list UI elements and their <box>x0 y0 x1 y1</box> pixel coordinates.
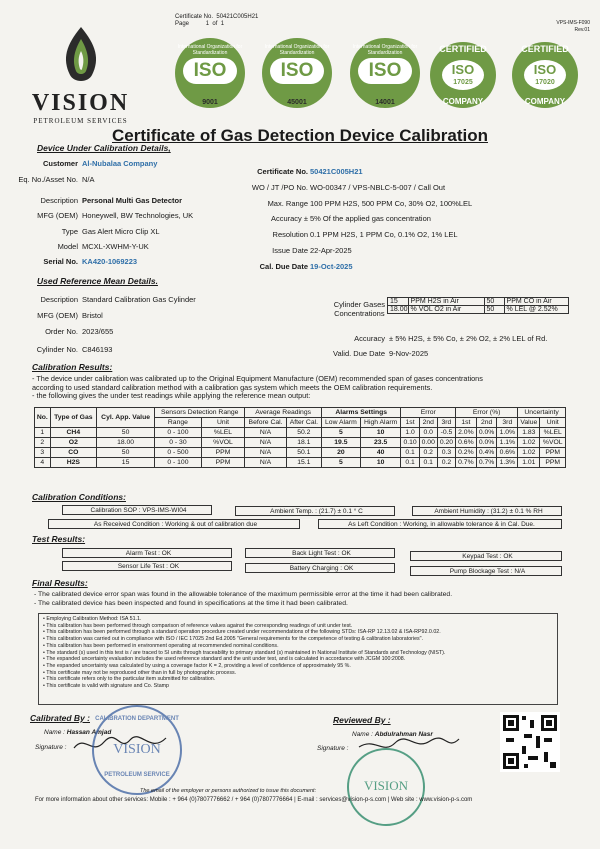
table-cell: CO <box>50 448 96 458</box>
resolution-label: Resolution <box>272 230 308 239</box>
calibrated-by-label: Calibrated By : <box>30 713 90 723</box>
th-cyl: Cyl. App. Value <box>97 408 155 428</box>
table-cell: CH4 <box>50 428 96 438</box>
table-cell: 50.2 <box>286 428 321 438</box>
ref-order-label: Order No. <box>45 327 78 336</box>
conc-table: 15 PPM H2S in Air 50 PPM CO in Air 18.00 % VOL O2 in Air 50 % LEL @ 2.52% <box>387 297 569 314</box>
ref-mfg-value: Bristol <box>82 311 103 320</box>
table-cell: 18.00 <box>97 438 155 448</box>
issue-date-label: Issue Date <box>272 246 308 255</box>
certno-label: Certificate No. <box>257 167 308 176</box>
logo-name: VISION <box>31 90 130 116</box>
table-cell: 0.4% <box>476 448 497 458</box>
table-cell: 0.7% <box>476 458 497 468</box>
table-cell: 3 <box>35 448 51 458</box>
wo-label: WO / JT /PO No. <box>251 183 308 192</box>
table-cell: 10 <box>360 458 401 468</box>
iso-45001-badge: International Organization for Standardization ISO 45001 <box>262 38 332 108</box>
table-cell: PPM <box>201 448 245 458</box>
keypad-test: Keypad Test : OK <box>410 551 562 561</box>
iso-14001-badge: International Organization for Standardization ISO 14001 <box>350 38 420 108</box>
table-cell: 0.6% <box>456 438 477 448</box>
final-text: - The calibrated device error span was found in the allowable tolerance of the maximum permissible error at the time it had been calibrated. - The calibrated device has been inspected and found in specifications at the time it had been calibrated. <box>34 591 453 607</box>
received-box: As Received Condition : Working & out of calibration due <box>48 519 300 529</box>
final-heading: Final Results: <box>32 578 88 588</box>
type-label: Type <box>61 227 78 236</box>
serial-label: Serial No. <box>43 257 78 266</box>
cal-name: Name : Hassan Amjad <box>44 729 112 736</box>
humidity-box: Ambient Humidity : (31.2) ± 0.1 % RH <box>412 506 562 516</box>
conditions-heading: Calibration Conditions: <box>32 492 126 502</box>
table-cell: N/A <box>245 428 286 438</box>
table-cell: 0.10 <box>401 438 419 448</box>
logo-subtitle: PETROLEUM SERVICES <box>33 117 128 125</box>
table-cell: 20 <box>321 448 360 458</box>
results-heading: Calibration Results: <box>32 362 113 372</box>
conc-label: Cylinder Gases Concentrations <box>333 300 385 318</box>
table-cell: 0 - 500 <box>155 448 202 458</box>
type-value: Gas Alert Micro Clip XL <box>82 227 160 236</box>
table-cell: N/A <box>245 448 286 458</box>
ref-desc-label: Description <box>40 295 78 304</box>
ref-order-value: 2023/655 <box>82 327 114 336</box>
table-cell: 0.1 <box>401 458 419 468</box>
table-cell: 1.83 <box>518 428 540 438</box>
table-cell: 1 <box>35 428 51 438</box>
table-cell: 5 <box>321 458 360 468</box>
ref-desc-value: Standard Calibration Gas Cylinder <box>82 295 196 304</box>
table-cell: 15 <box>97 458 155 468</box>
vision-stamp: VISION <box>347 748 425 826</box>
rev-signature-label: Signature : <box>317 745 349 752</box>
table-cell: 1.1% <box>497 438 518 448</box>
customer-value: Al-Nubalaa Company <box>82 159 158 168</box>
table-cell: 0.7% <box>456 458 477 468</box>
certno-value: 50421C005H21 <box>310 167 363 176</box>
table-cell: 23.5 <box>360 438 401 448</box>
iso-17020-cert-badge: CERTIFIED ISO 17020 COMPANY <box>512 42 578 108</box>
table-cell: O2 <box>50 438 96 448</box>
table-cell: 1.0% <box>497 428 518 438</box>
due-date-value: 19-Oct-2025 <box>310 262 353 271</box>
mfg-value: Honeywell, BW Technologies, UK <box>82 211 194 220</box>
battery-test: Battery Charging : OK <box>245 563 395 573</box>
table-cell: 0 - 100 <box>155 428 202 438</box>
table-cell: 1.01 <box>518 458 540 468</box>
wo-value: WO-00347 / VPS-NBLC-5-007 / Call Out <box>310 183 446 192</box>
duc-heading: Device Under Calibration Details, <box>37 143 171 153</box>
table-cell: 0.2% <box>456 448 477 458</box>
page-title: Certificate of Gas Detection Device Calibration <box>112 126 488 145</box>
serial-value: KA420-1069223 <box>82 257 138 266</box>
model-value: MCXL-XWHM-Y-UK <box>82 242 149 251</box>
range-label: Max. Range <box>267 199 308 208</box>
th-error-pct: Error (%) <box>456 408 518 418</box>
table-cell: 0.3 <box>437 448 455 458</box>
iso-17025-cert-badge: CERTIFIED ISO 17025 COMPANY <box>430 42 496 108</box>
cal-signature-label: Signature : <box>35 744 67 751</box>
table-cell: 1.02 <box>518 448 540 458</box>
flame-logo-icon <box>56 25 106 87</box>
table-cell: 0.0 <box>419 428 437 438</box>
table-cell: %LEL <box>540 428 566 438</box>
th-uncertainty: Uncertainty <box>518 408 566 418</box>
table-cell: PPM <box>540 458 566 468</box>
left-box: As Left Condition : Working, in allowable tolerance & in Cal. Due. <box>318 519 562 529</box>
ref-cyl-label: Cylinder No. <box>36 345 78 354</box>
table-cell: 0 - 30 <box>155 438 202 448</box>
range-value: 100 PPM H2S, 500 PPM Co, 30% O2, 100%LEL <box>310 199 473 208</box>
table-cell: 0.00 <box>419 438 437 448</box>
table-cell: 0.6% <box>497 448 518 458</box>
rev-name: Name : Abdulrahman Nasr <box>352 731 433 738</box>
table-cell: N/A <box>245 438 286 448</box>
table-cell: 1.02 <box>518 438 540 448</box>
accuracy-value: 5% Of the applied gas concentration <box>310 214 431 223</box>
table-cell: %VOL <box>540 438 566 448</box>
calibration-dept-stamp: CALIBRATION DEPARTMENT VISION PETROLEUM SERVICE <box>92 705 182 795</box>
table-cell: H2S <box>50 458 96 468</box>
ref-cyl-value: C846193 <box>82 345 113 354</box>
notes-box: • Employing Calibration Method: ISA 51.1. • This calibration has been performed through comparison of reference values against the corresponding readings of unit under test. • This calibration has been performed through a standard operation procedure created under recommendations of the following STDs: ISA-RP 12.13.02 & ISA-RP92.0.02. • This calibration was carried out in compliance with ISO / IEC 17025 2nd Ed.2005 "General requirements for the competence of testing & calibration laboratories". • This calibration has been performed in environment operating at recommended nominal conditions. • The standard (s) used in this test is / are traced to SI units through traceability to primary standard (s) maintained in National Institute of Standards and Technology (NIST). • The expanded uncertainty evaluation includes the used reference standard and the unit under test, and is calculated in accordance with JCGM 100:2008. • The expanded uncertainty was calculated by using a coverage factor K = 2, providing a level of confidence of approximately 95 %. • This certificate may not be reproduced other than in full by photographic process. • This certificate refers only to the particular item submitted for calibration. • This certificate is valid with signature and Co. Stamp <box>38 613 558 705</box>
th-range-grp: Sensors Detection Range <box>155 408 245 418</box>
form-ref-code: VPS-IMS-F090 Rev.01 <box>556 20 590 33</box>
backlight-test: Back Light Test : OK <box>245 548 395 558</box>
ref-mfg-label: MFG (OEM) <box>37 311 78 320</box>
table-cell: 10 <box>360 428 401 438</box>
pump-test: Pump Blockage Test : N/A <box>410 566 562 576</box>
issue-date-value: 22-Apr-2025 <box>310 246 352 255</box>
qr-code-icon <box>500 712 560 772</box>
table-cell: 0.1 <box>401 448 419 458</box>
table-cell: 0.0% <box>476 428 497 438</box>
eq-value: N/A <box>82 175 95 184</box>
tests-heading: Test Results: <box>32 534 86 544</box>
company-logo <box>28 25 133 125</box>
ref-heading: Used Reference Mean Details. <box>37 276 158 286</box>
table-row <box>35 428 566 438</box>
table-cell: 0.2 <box>419 448 437 458</box>
email-note: The email of the employer or persons authorized to issue this document: <box>140 788 317 794</box>
accuracy-label: Accuracy ± <box>270 214 308 223</box>
table-cell: 50 <box>97 448 155 458</box>
table-cell: 1.3% <box>497 458 518 468</box>
table-cell: 19.5 <box>321 438 360 448</box>
desc-value: Personal Multi Gas Detector <box>82 196 183 205</box>
eq-label: Eq. No./Asset No. <box>18 175 78 184</box>
table-cell: 50 <box>97 428 155 438</box>
due-date-label: Cal. Due Date <box>259 262 308 271</box>
results-table: No. Type of Gas Cyl. App. Value Sensors Detection Range Average Readings Alarms Settings Error Error (%) Uncertainty Range Unit Before Cal. After Cal. Low Alarm High Alarm 1st 2nd 3rd 1st 2nd 3rd Value Unit 1 CH4 50 0 - 100 %LEL N/A 50.2 5 10 1.0 0.0 -0.5 2.0% 0.0% 1.0% 1.83 %LEL 2 O2 18.00 0 - 30 %VOL N/A 18.1 19.5 23.5 0.10 0.00 0.20 0.6% 0.0% 1.1% 1.02 %VOL 3 CO 50 0 - 500 PPM N/A 50.1 20 40 0.1 0.2 0.3 0.2% 0.4% 0.6% 1.02 PPM 4 H2S 15 0 - 100 PPM N/A 15.1 5 10 0.1 0.1 0.2 0.7% 0.7% 1.3% 1.01 PPM <box>34 407 566 468</box>
valid-value: 9-Nov-2025 <box>389 349 429 358</box>
table-cell: 0 - 100 <box>155 458 202 468</box>
table-cell: 5 <box>321 428 360 438</box>
table-cell: N/A <box>245 458 286 468</box>
mfg-label: MFG (OEM) <box>37 211 78 220</box>
resolution-value: 0.1 PPM H2S, 1 PPM Co, 0.1% O2, 1% LEL <box>310 230 458 239</box>
table-cell: 4 <box>35 458 51 468</box>
table-cell: 50.1 <box>286 448 321 458</box>
desc-label: Description <box>40 196 78 205</box>
table-cell: 1.0 <box>401 428 419 438</box>
table-cell: 40 <box>360 448 401 458</box>
table-row <box>35 438 566 448</box>
ref-acc-value: ± 5% H2S, ± 5% Co, ± 2% O2, ± 2% LEL of Rd. <box>389 334 548 343</box>
table-cell: 0.20 <box>437 438 455 448</box>
valid-label: Valid. Due Date <box>333 349 385 358</box>
table-cell: 2.0% <box>456 428 477 438</box>
table-cell: 0.0% <box>476 438 497 448</box>
ref-acc-label: Accuracy <box>354 334 385 343</box>
results-text: - The device under calibration was calibrated up to the Original Equipment Manufacture (OEM) recommended span of gases concentrations according to used standard calibration method with a calibration gas system which meets the OEM calibration requirements. - the following gives the under test readings while applying the reference mean output: <box>32 374 483 400</box>
table-cell: 0.2 <box>437 458 455 468</box>
th-error: Error <box>401 408 456 418</box>
table-cell: PPM <box>201 458 245 468</box>
th-alarm: Alarms Settings <box>321 408 401 418</box>
table-cell: 2 <box>35 438 51 448</box>
alarm-test: Alarm Test : OK <box>62 548 232 558</box>
table-cell: %VOL <box>201 438 245 448</box>
table-cell: 18.1 <box>286 438 321 448</box>
iso-9001-badge: International Organization for Standardization ISO 9001 <box>175 38 245 108</box>
customer-label: Customer <box>42 159 78 168</box>
table-cell: 0.1 <box>419 458 437 468</box>
header-cert-no: Certificate No. 50421C005H21 Page 1 of 1 <box>175 14 259 27</box>
reviewed-by-label: Reviewed By : <box>333 715 391 725</box>
table-cell: %LEL <box>201 428 245 438</box>
th-avg: Average Readings <box>245 408 322 418</box>
th-type: Type of Gas <box>50 408 96 428</box>
table-row <box>35 448 566 458</box>
sensor-test: Sensor Life Test : OK <box>62 561 232 571</box>
th-no: No. <box>35 408 51 428</box>
table-cell: -0.5 <box>437 428 455 438</box>
sop-box: Calibration SOP : VPS-IMS-WI04 <box>62 505 212 515</box>
table-cell: PPM <box>540 448 566 458</box>
temp-box: Ambient Temp. : (21.7) ± 0.1 ° C <box>235 506 395 516</box>
table-row <box>35 458 566 468</box>
model-label: Model <box>57 242 78 251</box>
footer-contact: For more information about other services: Mobile : + 964 (0)7807776662 / + 964 (0)7807776664 | E-mail : services@vision-p-s.com | Web site : www.vision-p-s.com <box>35 797 473 803</box>
table-cell: 15.1 <box>286 458 321 468</box>
